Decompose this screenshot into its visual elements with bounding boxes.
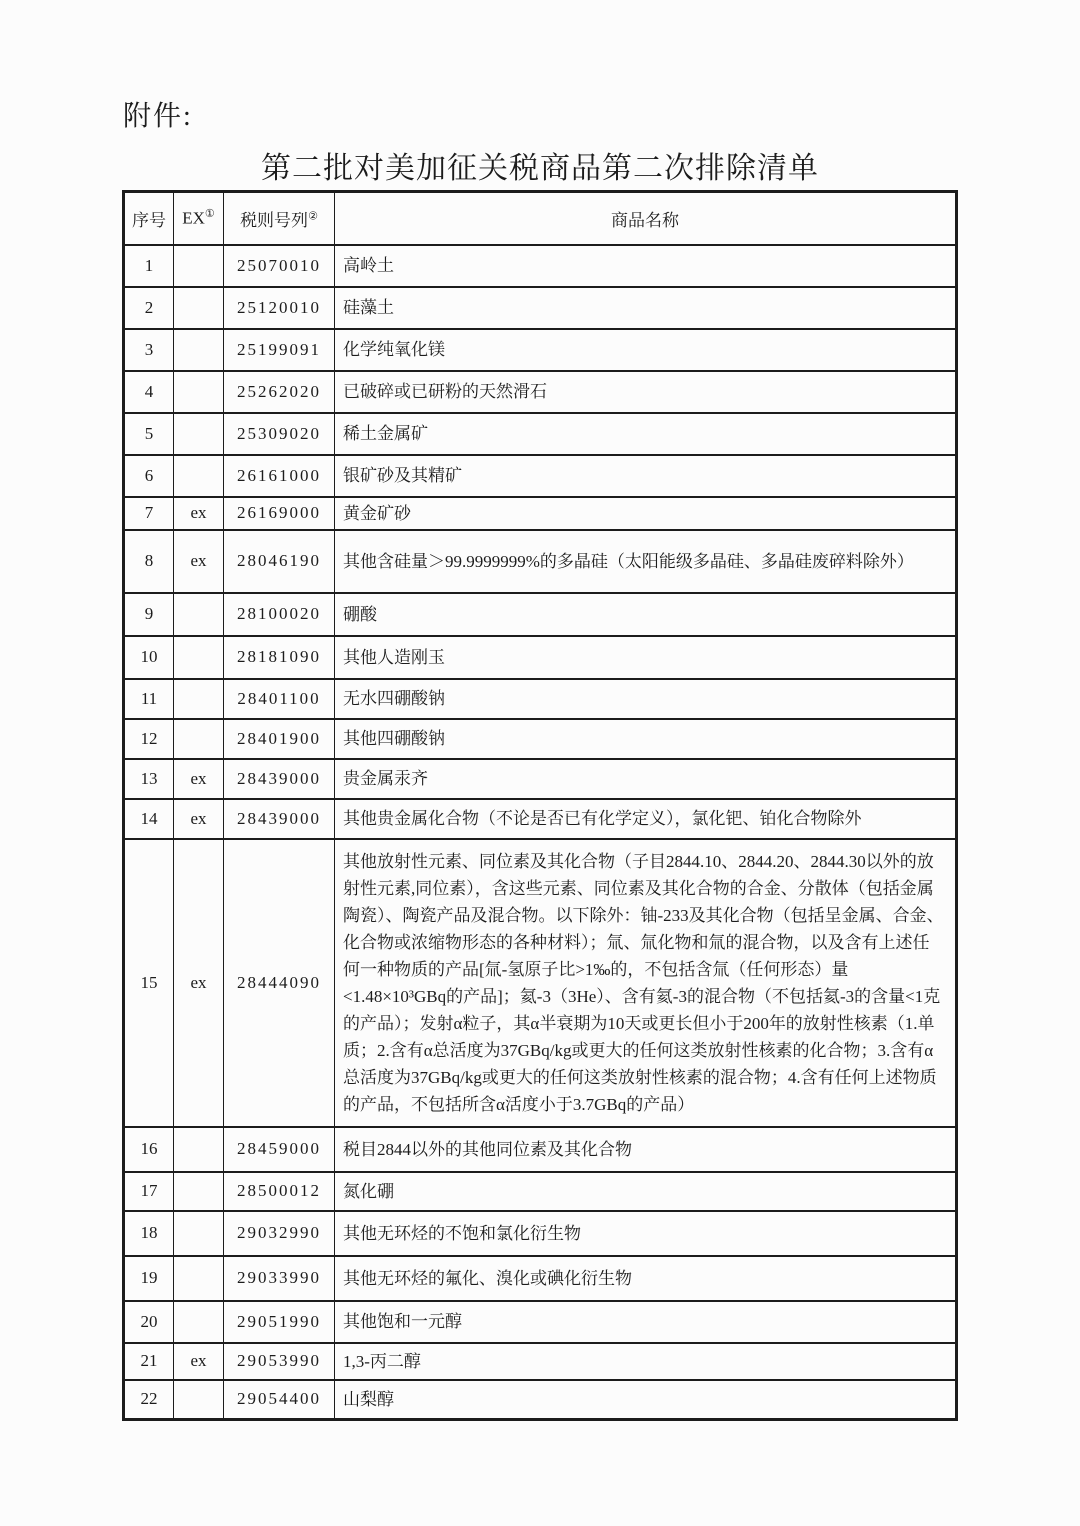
cell-ex [174,287,224,329]
cell-tariff-code: 28046190 [224,530,335,593]
cell-ex [174,329,224,371]
table-body [124,245,957,1420]
cell-index: 2 [124,287,174,329]
cell-index: 11 [124,679,174,719]
cell-product-name: 山梨醇 [335,1380,957,1420]
cell-tariff-code: 28100020 [224,593,335,636]
cell-product-name: 其他贵金属化合物（不论是否已有化学定义），氯化钯、铂化合物除外 [335,799,957,839]
table-row [124,636,957,679]
cell-index: 12 [124,719,174,759]
header-ex [174,192,224,245]
cell-index: 15 [124,839,174,1127]
table-row [124,1172,957,1211]
cell-index: 21 [124,1343,174,1380]
cell-ex [174,455,224,497]
table-row [124,839,957,1127]
cell-product-name: 银矿砂及其精矿 [335,455,957,497]
cell-tariff-code: 29051990 [224,1301,335,1343]
cell-tariff-code: 29054400 [224,1380,335,1420]
table-header-row [124,192,957,245]
header-ex-label: EX [182,209,205,229]
cell-ex [174,636,224,679]
cell-ex: ex [174,759,224,799]
header-tariff-footnote-mark: ② [308,210,318,223]
attachment-label: 附件: [123,101,193,132]
cell-index: 8 [124,530,174,593]
cell-index: 10 [124,636,174,679]
table-row [124,593,957,636]
page-title: 第二批对美加征关税商品第二次排除清单 [261,152,819,185]
header-tariff-code [224,192,335,245]
cell-index: 3 [124,329,174,371]
cell-product-name: 无水四硼酸钠 [335,679,957,719]
cell-product-name: 其他含硅量＞99.9999999%的多晶硅（太阳能级多晶硅、多晶硅废碎料除外） [335,530,957,593]
cell-ex [174,1211,224,1256]
cell-tariff-code: 25262020 [224,371,335,413]
cell-index: 7 [124,497,174,530]
cell-tariff-code: 28500012 [224,1172,335,1211]
cell-product-name: 高岭土 [335,245,957,287]
table-row [124,329,957,371]
cell-index: 18 [124,1211,174,1256]
cell-index: 19 [124,1256,174,1301]
cell-tariff-code: 25070010 [224,245,335,287]
table-row [124,497,957,530]
cell-ex: ex [174,497,224,530]
cell-tariff-code: 29032990 [224,1211,335,1256]
cell-product-name: 其他四硼酸钠 [335,719,957,759]
cell-product-name: 其他放射性元素、同位素及其化合物（子目2844.10、2844.20、2844.30以外的放射性元素,同位素），含这些元素、同位素及其化合物的合金、分散体（包括金属陶瓷）、陶瓷产品及混合物。以下除外：铀-233及其化合物（包括呈金属、合金、化合物或浓缩物形态的各种材料）；氚、氚化物和氚的混合物，以及含有上述任何一种物质的产品[氚-氢原子比>1‰的，不包括含氚（任何形态）量<1.48×10³GBq的产品]；氦-3（3He）、含有氦-3的混合物（不包括氦-3的含量<1克的产品）；发射α粒子，其α半衰期为10天或更长但小于200年的放射性核素（1.单质；2.含有α总活度为37GBq/kg或更大的任何这类放射性核素的化合物；3.含有α总活度为37GBq/kg或更大的任何这类放射性核素的混合物；4.含有任何上述物质的产品，不包括所含α活度小于3.7GBq的产品） [335,839,957,1127]
cell-ex [174,679,224,719]
cell-tariff-code: 26161000 [224,455,335,497]
header-product-name-label: 商品名称 [611,210,679,230]
cell-tariff-code: 28439000 [224,799,335,839]
cell-index: 1 [124,245,174,287]
cell-index: 16 [124,1127,174,1172]
table-row [124,799,957,839]
table-row [124,371,957,413]
table-row [124,759,957,799]
cell-tariff-code: 28439000 [224,759,335,799]
cell-product-name: 税目2844以外的其他同位素及其化合物 [335,1127,957,1172]
cell-product-name: 化学纯氧化镁 [335,329,957,371]
cell-product-name: 1,3-丙二醇 [335,1343,957,1380]
cell-index: 20 [124,1301,174,1343]
cell-product-name: 稀土金属矿 [335,413,957,455]
header-index [124,192,174,245]
cell-ex [174,413,224,455]
table-row [124,245,957,287]
table-row [124,1256,957,1301]
cell-product-name: 黄金矿砂 [335,497,957,530]
table-row [124,413,957,455]
cell-tariff-code: 28459000 [224,1127,335,1172]
table-row [124,719,957,759]
cell-ex [174,1301,224,1343]
exclusion-list-table [122,190,958,1421]
cell-ex [174,371,224,413]
cell-index: 14 [124,799,174,839]
cell-ex: ex [174,1343,224,1380]
cell-index: 6 [124,455,174,497]
cell-product-name: 已破碎或已研粉的天然滑石 [335,371,957,413]
cell-ex [174,1256,224,1301]
cell-ex [174,1380,224,1420]
cell-tariff-code: 28181090 [224,636,335,679]
cell-ex [174,1127,224,1172]
cell-product-name: 其他人造刚玉 [335,636,957,679]
cell-tariff-code: 28401100 [224,679,335,719]
cell-ex: ex [174,839,224,1127]
cell-product-name: 硅藻土 [335,287,957,329]
cell-index: 5 [124,413,174,455]
table-row [124,1380,957,1420]
cell-tariff-code: 25309020 [224,413,335,455]
cell-tariff-code: 29033990 [224,1256,335,1301]
cell-ex: ex [174,799,224,839]
cell-index: 22 [124,1380,174,1420]
cell-tariff-code: 28401900 [224,719,335,759]
cell-ex [174,719,224,759]
cell-ex [174,593,224,636]
cell-product-name: 贵金属汞齐 [335,759,957,799]
header-ex-footnote-mark: ① [204,208,215,221]
header-index-label: 序号 [132,210,166,230]
header-product-name [335,192,957,245]
table-row [124,287,957,329]
cell-product-name: 氮化硼 [335,1172,957,1211]
cell-ex: ex [174,530,224,593]
cell-index: 17 [124,1172,174,1211]
cell-tariff-code: 25199091 [224,329,335,371]
table-row [124,1343,957,1380]
cell-index: 13 [124,759,174,799]
cell-tariff-code: 26169000 [224,497,335,530]
header-tariff-label: 税则号列 [240,210,309,230]
cell-product-name: 其他无环烃的氟化、溴化或碘化衍生物 [335,1256,957,1301]
table-row [124,1211,957,1256]
cell-product-name: 其他无环烃的不饱和氯化衍生物 [335,1211,957,1256]
table-row [124,455,957,497]
table-row [124,1301,957,1343]
cell-index: 9 [124,593,174,636]
cell-product-name: 硼酸 [335,593,957,636]
cell-ex [174,1172,224,1211]
table-row [124,1127,957,1172]
table-row [124,679,957,719]
cell-product-name: 其他饱和一元醇 [335,1301,957,1343]
cell-index: 4 [124,371,174,413]
cell-ex [174,245,224,287]
cell-tariff-code: 29053990 [224,1343,335,1380]
table-row [124,530,957,593]
cell-tariff-code: 25120010 [224,287,335,329]
cell-tariff-code: 28444090 [224,839,335,1127]
